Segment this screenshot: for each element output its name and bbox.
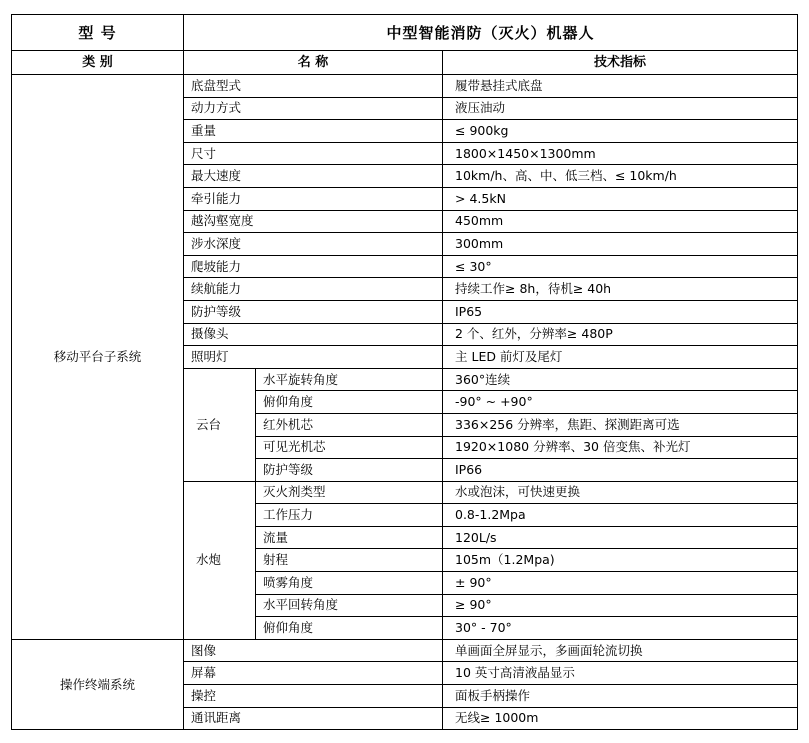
spec-name: 操控 bbox=[184, 685, 443, 708]
spec-value: 单画面全屏显示，多画面轮流切换 bbox=[443, 639, 798, 662]
spec-value: 30° - 70° bbox=[443, 617, 798, 640]
spec-name: 红外机芯 bbox=[256, 413, 443, 436]
spec-name: 射程 bbox=[256, 549, 443, 572]
table-row bbox=[12, 639, 798, 662]
spec-value: 无线≥ 1000m bbox=[443, 707, 798, 730]
spec-value: 336×256 分辨率，焦距、探测距离可选 bbox=[443, 413, 798, 436]
category-operation-terminal: 操作终端系统 bbox=[12, 639, 184, 729]
spec-name: 尺寸 bbox=[184, 142, 443, 165]
column-header-row bbox=[12, 51, 798, 75]
spec-value: 1800×1450×1300mm bbox=[443, 142, 798, 165]
model-label: 型 号 bbox=[12, 15, 184, 51]
spec-name: 防护等级 bbox=[256, 459, 443, 482]
spec-value: ± 90° bbox=[443, 572, 798, 595]
spec-value: 300mm bbox=[443, 233, 798, 256]
spec-value: 105m（1.2Mpa) bbox=[443, 549, 798, 572]
spec-value: 持续工作≥ 8h，待机≥ 40h bbox=[443, 278, 798, 301]
spec-name: 动力方式 bbox=[184, 97, 443, 120]
spec-table-body bbox=[12, 15, 798, 730]
spec-value: ≤ 900kg bbox=[443, 120, 798, 143]
spec-name: 屏幕 bbox=[184, 662, 443, 685]
spec-name: 灭火剂类型 bbox=[256, 481, 443, 504]
name-header: 名 称 bbox=[184, 51, 443, 75]
model-row bbox=[12, 15, 798, 51]
spec-value: 主 LED 前灯及尾灯 bbox=[443, 346, 798, 369]
spec-name: 摄像头 bbox=[184, 323, 443, 346]
spec-name: 涉水深度 bbox=[184, 233, 443, 256]
spec-value: 360°连续 bbox=[443, 368, 798, 391]
spec-name: 流量 bbox=[256, 526, 443, 549]
spec-name: 续航能力 bbox=[184, 278, 443, 301]
spec-value: 10km/h、高、中、低三档、≤ 10km/h bbox=[443, 165, 798, 188]
spec-value: -90° ~ +90° bbox=[443, 391, 798, 414]
spec-name: 俯仰角度 bbox=[256, 617, 443, 640]
spec-name: 水平旋转角度 bbox=[256, 368, 443, 391]
spec-name: 爬坡能力 bbox=[184, 255, 443, 278]
spec-header: 技术指标 bbox=[443, 51, 798, 75]
spec-name: 通讯距离 bbox=[184, 707, 443, 730]
spec-value: 0.8-1.2Mpa bbox=[443, 504, 798, 527]
spec-value: 面板手柄操作 bbox=[443, 685, 798, 708]
spec-value: ≤ 30° bbox=[443, 255, 798, 278]
spec-value: 水或泡沫，可快速更换 bbox=[443, 481, 798, 504]
spec-name: 越沟壑宽度 bbox=[184, 210, 443, 233]
cannon-group-label: 水炮 bbox=[184, 481, 256, 639]
gimbal-group-label: 云台 bbox=[184, 368, 256, 481]
spec-name: 工作压力 bbox=[256, 504, 443, 527]
spec-value: 2 个、红外，分辨率≥ 480P bbox=[443, 323, 798, 346]
spec-name: 图像 bbox=[184, 639, 443, 662]
spec-name: 底盘型式 bbox=[184, 75, 443, 98]
spec-name: 照明灯 bbox=[184, 346, 443, 369]
category-header: 类 别 bbox=[12, 51, 184, 75]
spec-name: 最大速度 bbox=[184, 165, 443, 188]
spec-name: 俯仰角度 bbox=[256, 391, 443, 414]
spec-value: 10 英寸高清液晶显示 bbox=[443, 662, 798, 685]
spec-name: 可见光机芯 bbox=[256, 436, 443, 459]
model-value: 中型智能消防（灭火）机器人 bbox=[184, 15, 798, 51]
spec-name: 防护等级 bbox=[184, 300, 443, 323]
spec-value: ≥ 90° bbox=[443, 594, 798, 617]
table-row bbox=[12, 75, 798, 98]
spec-value: IP66 bbox=[443, 459, 798, 482]
spec-name: 牵引能力 bbox=[184, 187, 443, 210]
spec-value: 液压油动 bbox=[443, 97, 798, 120]
spec-name: 喷雾角度 bbox=[256, 572, 443, 595]
spec-value: IP65 bbox=[443, 300, 798, 323]
spec-table bbox=[11, 14, 798, 730]
spec-name: 重量 bbox=[184, 120, 443, 143]
spec-value: 1920×1080 分辨率、30 倍变焦、补光灯 bbox=[443, 436, 798, 459]
spec-value: > 4.5kN bbox=[443, 187, 798, 210]
spec-value: 450mm bbox=[443, 210, 798, 233]
spec-value: 履带悬挂式底盘 bbox=[443, 75, 798, 98]
spec-name: 水平回转角度 bbox=[256, 594, 443, 617]
spec-value: 120L/s bbox=[443, 526, 798, 549]
category-mobile-platform: 移动平台子系统 bbox=[12, 75, 184, 640]
